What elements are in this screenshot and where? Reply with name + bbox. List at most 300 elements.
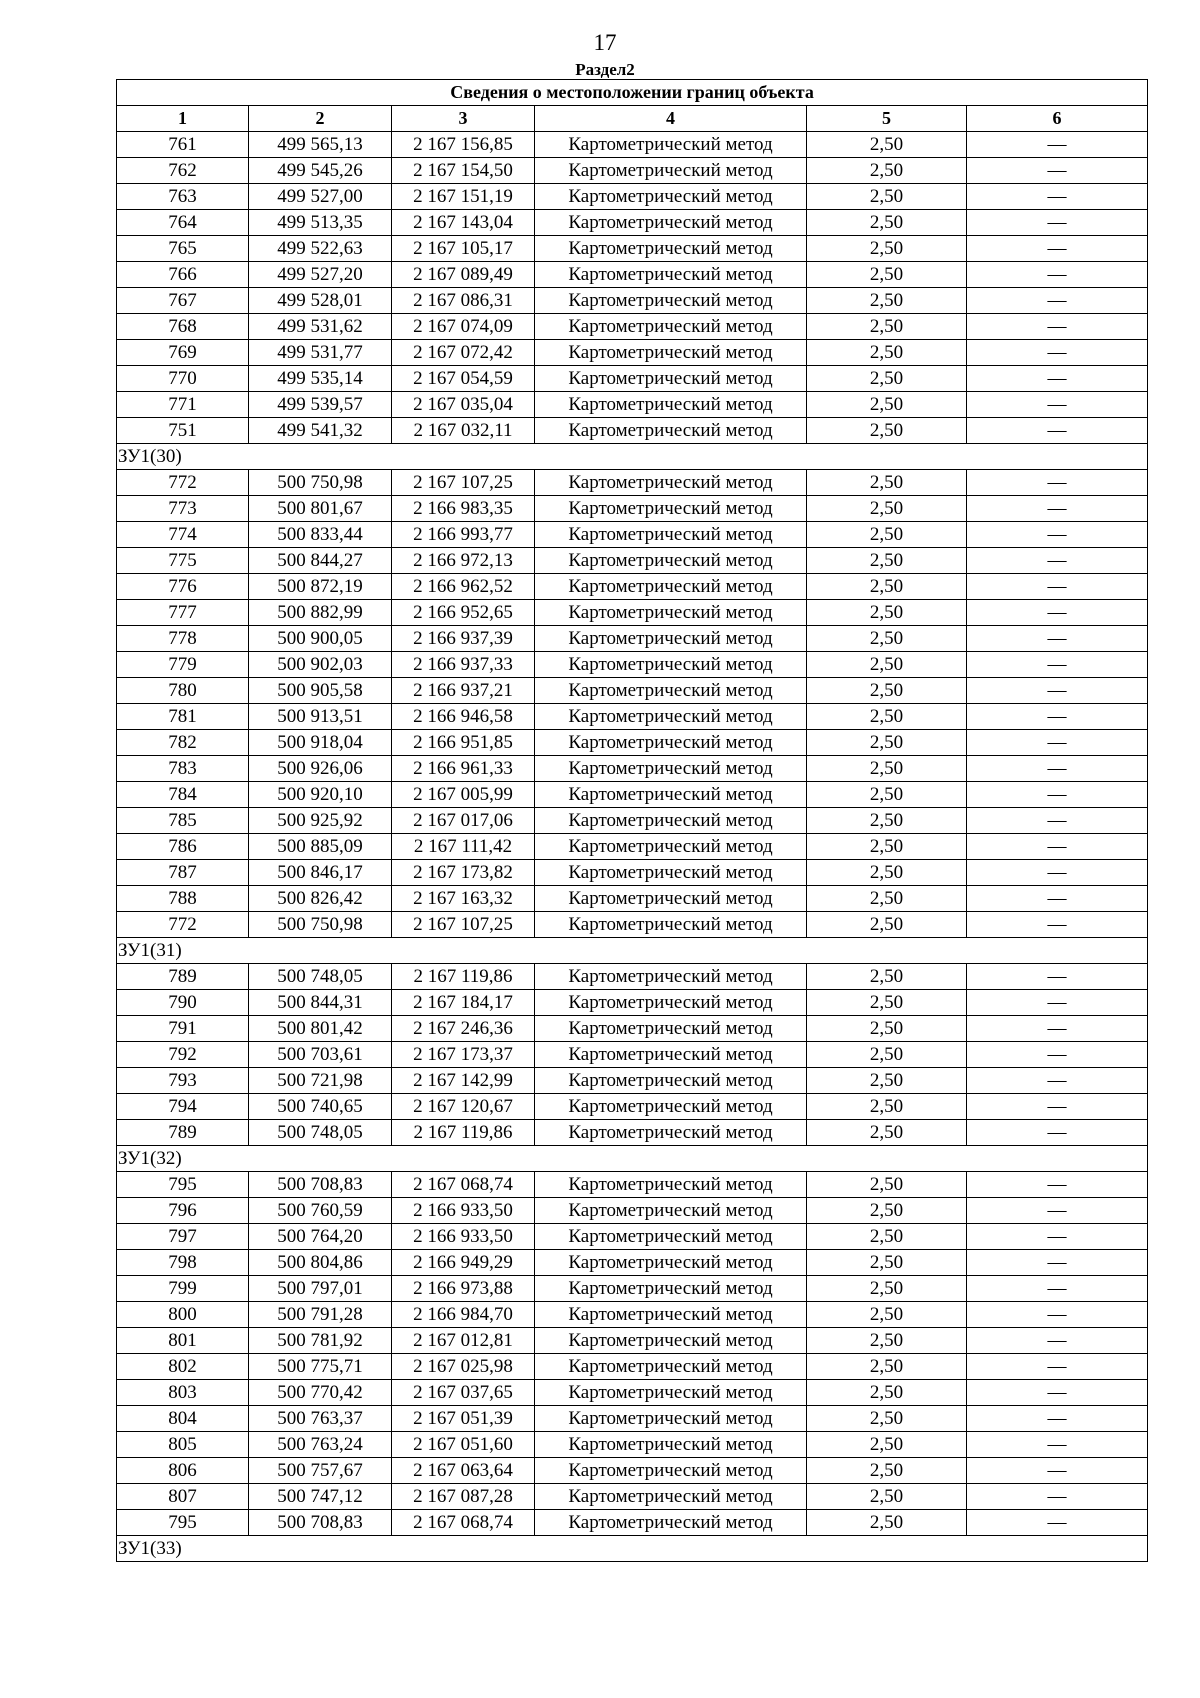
- table-row: [117, 964, 1148, 990]
- point-number-cell: 765: [117, 236, 249, 262]
- table-body: [117, 132, 1148, 1562]
- accuracy-cell: 2,50: [807, 158, 967, 184]
- y-coordinate-cell: 2 167 173,82: [392, 860, 535, 886]
- y-coordinate-cell: 2 167 037,65: [392, 1380, 535, 1406]
- accuracy-cell: 2,50: [807, 1302, 967, 1328]
- description-cell: —: [967, 912, 1148, 938]
- table-row: [117, 1380, 1148, 1406]
- method-cell: Картометрический метод: [535, 548, 807, 574]
- point-number-cell: 766: [117, 262, 249, 288]
- x-coordinate-cell: 500 708,83: [249, 1510, 392, 1536]
- point-number-cell: 803: [117, 1380, 249, 1406]
- description-cell: —: [967, 1276, 1148, 1302]
- y-coordinate-cell: 2 167 032,11: [392, 418, 535, 444]
- y-coordinate-cell: 2 166 952,65: [392, 600, 535, 626]
- method-cell: Картометрический метод: [535, 1406, 807, 1432]
- accuracy-cell: 2,50: [807, 652, 967, 678]
- x-coordinate-cell: 500 791,28: [249, 1302, 392, 1328]
- x-coordinate-cell: 500 872,19: [249, 574, 392, 600]
- method-cell: Картометрический метод: [535, 288, 807, 314]
- x-coordinate-cell: 500 902,03: [249, 652, 392, 678]
- table-row: [117, 652, 1148, 678]
- description-cell: —: [967, 1016, 1148, 1042]
- table-row: [117, 886, 1148, 912]
- description-cell: —: [967, 1380, 1148, 1406]
- point-number-cell: 772: [117, 912, 249, 938]
- method-cell: Картометрический метод: [535, 392, 807, 418]
- method-cell: Картометрический метод: [535, 158, 807, 184]
- x-coordinate-cell: 500 833,44: [249, 522, 392, 548]
- table-row: [117, 184, 1148, 210]
- accuracy-cell: 2,50: [807, 132, 967, 158]
- table-row: [117, 782, 1148, 808]
- x-coordinate-cell: 500 708,83: [249, 1172, 392, 1198]
- method-cell: Картометрический метод: [535, 1328, 807, 1354]
- y-coordinate-cell: 2 167 173,37: [392, 1042, 535, 1068]
- table-row: [117, 236, 1148, 262]
- accuracy-cell: 2,50: [807, 1250, 967, 1276]
- description-cell: —: [967, 1094, 1148, 1120]
- accuracy-cell: 2,50: [807, 886, 967, 912]
- accuracy-cell: 2,50: [807, 834, 967, 860]
- description-cell: —: [967, 1484, 1148, 1510]
- description-cell: —: [967, 418, 1148, 444]
- description-cell: —: [967, 288, 1148, 314]
- y-coordinate-cell: 2 166 937,33: [392, 652, 535, 678]
- accuracy-cell: 2,50: [807, 496, 967, 522]
- description-cell: —: [967, 340, 1148, 366]
- point-number-cell: 787: [117, 860, 249, 886]
- accuracy-cell: 2,50: [807, 678, 967, 704]
- point-number-cell: 790: [117, 990, 249, 1016]
- method-cell: Картометрический метод: [535, 418, 807, 444]
- accuracy-cell: 2,50: [807, 522, 967, 548]
- point-number-cell: 794: [117, 1094, 249, 1120]
- method-cell: Картометрический метод: [535, 1484, 807, 1510]
- y-coordinate-cell: 2 166 946,58: [392, 704, 535, 730]
- accuracy-cell: 2,50: [807, 236, 967, 262]
- x-coordinate-cell: 499 535,14: [249, 366, 392, 392]
- point-number-cell: 779: [117, 652, 249, 678]
- table-row: [117, 1016, 1148, 1042]
- point-number-cell: 789: [117, 964, 249, 990]
- parcel-group-row: [117, 938, 1148, 964]
- point-number-cell: 769: [117, 340, 249, 366]
- y-coordinate-cell: 2 166 949,29: [392, 1250, 535, 1276]
- method-cell: Картометрический метод: [535, 1094, 807, 1120]
- accuracy-cell: 2,50: [807, 730, 967, 756]
- table-row: [117, 366, 1148, 392]
- x-coordinate-cell: 500 747,12: [249, 1484, 392, 1510]
- parcel-label: ЗУ1(32): [117, 1146, 1148, 1172]
- table-row: [117, 860, 1148, 886]
- description-cell: —: [967, 210, 1148, 236]
- description-cell: —: [967, 1198, 1148, 1224]
- point-number-cell: 795: [117, 1172, 249, 1198]
- accuracy-cell: 2,50: [807, 1224, 967, 1250]
- parcel-label: ЗУ1(31): [117, 938, 1148, 964]
- method-cell: Картометрический метод: [535, 912, 807, 938]
- method-cell: Картометрический метод: [535, 652, 807, 678]
- table-row: [117, 834, 1148, 860]
- method-cell: Картометрический метод: [535, 600, 807, 626]
- y-coordinate-cell: 2 166 933,50: [392, 1198, 535, 1224]
- x-coordinate-cell: 500 925,92: [249, 808, 392, 834]
- description-cell: —: [967, 1406, 1148, 1432]
- table-row: [117, 522, 1148, 548]
- description-cell: —: [967, 1068, 1148, 1094]
- y-coordinate-cell: 2 167 074,09: [392, 314, 535, 340]
- x-coordinate-cell: 499 531,62: [249, 314, 392, 340]
- method-cell: Картометрический метод: [535, 1354, 807, 1380]
- parcel-group-row: [117, 1146, 1148, 1172]
- description-cell: —: [967, 1120, 1148, 1146]
- accuracy-cell: 2,50: [807, 340, 967, 366]
- y-coordinate-cell: 2 167 086,31: [392, 288, 535, 314]
- method-cell: Картометрический метод: [535, 678, 807, 704]
- table-row: [117, 1328, 1148, 1354]
- description-cell: —: [967, 366, 1148, 392]
- accuracy-cell: 2,50: [807, 990, 967, 1016]
- point-number-cell: 762: [117, 158, 249, 184]
- y-coordinate-cell: 2 167 087,28: [392, 1484, 535, 1510]
- x-coordinate-cell: 500 748,05: [249, 964, 392, 990]
- point-number-cell: 784: [117, 782, 249, 808]
- table-row: [117, 158, 1148, 184]
- table-row: [117, 1458, 1148, 1484]
- accuracy-cell: 2,50: [807, 1432, 967, 1458]
- parcel-group-row: [117, 444, 1148, 470]
- point-number-cell: 768: [117, 314, 249, 340]
- accuracy-cell: 2,50: [807, 600, 967, 626]
- x-coordinate-cell: 499 545,26: [249, 158, 392, 184]
- accuracy-cell: 2,50: [807, 418, 967, 444]
- method-cell: Картометрический метод: [535, 496, 807, 522]
- x-coordinate-cell: 500 797,01: [249, 1276, 392, 1302]
- description-cell: —: [967, 1302, 1148, 1328]
- point-number-cell: 807: [117, 1484, 249, 1510]
- method-cell: Картометрический метод: [535, 1120, 807, 1146]
- accuracy-cell: 2,50: [807, 1354, 967, 1380]
- y-coordinate-cell: 2 166 937,21: [392, 678, 535, 704]
- point-number-cell: 796: [117, 1198, 249, 1224]
- table-row: [117, 756, 1148, 782]
- accuracy-cell: 2,50: [807, 548, 967, 574]
- x-coordinate-cell: 500 905,58: [249, 678, 392, 704]
- point-number-cell: 782: [117, 730, 249, 756]
- description-cell: —: [967, 678, 1148, 704]
- description-cell: —: [967, 1432, 1148, 1458]
- description-cell: —: [967, 470, 1148, 496]
- accuracy-cell: 2,50: [807, 1120, 967, 1146]
- y-coordinate-cell: 2 167 035,04: [392, 392, 535, 418]
- y-coordinate-cell: 2 166 983,35: [392, 496, 535, 522]
- y-coordinate-cell: 2 167 119,86: [392, 1120, 535, 1146]
- accuracy-cell: 2,50: [807, 912, 967, 938]
- method-cell: Картометрический метод: [535, 1068, 807, 1094]
- x-coordinate-cell: 500 801,67: [249, 496, 392, 522]
- y-coordinate-cell: 2 167 054,59: [392, 366, 535, 392]
- x-coordinate-cell: 500 770,42: [249, 1380, 392, 1406]
- column-number: 3: [392, 106, 535, 132]
- y-coordinate-cell: 2 166 937,39: [392, 626, 535, 652]
- boundary-coordinates-table: [116, 79, 1148, 1562]
- description-cell: —: [967, 860, 1148, 886]
- method-cell: Картометрический метод: [535, 808, 807, 834]
- point-number-cell: 775: [117, 548, 249, 574]
- y-coordinate-cell: 2 166 933,50: [392, 1224, 535, 1250]
- y-coordinate-cell: 2 167 120,67: [392, 1094, 535, 1120]
- y-coordinate-cell: 2 167 017,06: [392, 808, 535, 834]
- x-coordinate-cell: 499 565,13: [249, 132, 392, 158]
- y-coordinate-cell: 2 167 105,17: [392, 236, 535, 262]
- y-coordinate-cell: 2 167 063,64: [392, 1458, 535, 1484]
- x-coordinate-cell: 500 750,98: [249, 470, 392, 496]
- table-row: [117, 1276, 1148, 1302]
- description-cell: —: [967, 496, 1148, 522]
- point-number-cell: 806: [117, 1458, 249, 1484]
- accuracy-cell: 2,50: [807, 704, 967, 730]
- column-number: 1: [117, 106, 249, 132]
- description-cell: —: [967, 1510, 1148, 1536]
- y-coordinate-cell: 2 167 068,74: [392, 1172, 535, 1198]
- table-row: [117, 496, 1148, 522]
- description-cell: —: [967, 158, 1148, 184]
- method-cell: Картометрический метод: [535, 1380, 807, 1406]
- x-coordinate-cell: 500 885,09: [249, 834, 392, 860]
- y-coordinate-cell: 2 166 962,52: [392, 574, 535, 600]
- y-coordinate-cell: 2 167 107,25: [392, 470, 535, 496]
- accuracy-cell: 2,50: [807, 808, 967, 834]
- x-coordinate-cell: 500 781,92: [249, 1328, 392, 1354]
- table-row: [117, 704, 1148, 730]
- accuracy-cell: 2,50: [807, 314, 967, 340]
- x-coordinate-cell: 500 748,05: [249, 1120, 392, 1146]
- y-coordinate-cell: 2 166 961,33: [392, 756, 535, 782]
- y-coordinate-cell: 2 166 993,77: [392, 522, 535, 548]
- parcel-label: ЗУ1(30): [117, 444, 1148, 470]
- method-cell: Картометрический метод: [535, 1250, 807, 1276]
- point-number-cell: 791: [117, 1016, 249, 1042]
- x-coordinate-cell: 500 926,06: [249, 756, 392, 782]
- accuracy-cell: 2,50: [807, 1198, 967, 1224]
- accuracy-cell: 2,50: [807, 1484, 967, 1510]
- accuracy-cell: 2,50: [807, 210, 967, 236]
- y-coordinate-cell: 2 166 951,85: [392, 730, 535, 756]
- y-coordinate-cell: 2 167 163,32: [392, 886, 535, 912]
- description-cell: —: [967, 990, 1148, 1016]
- description-cell: —: [967, 262, 1148, 288]
- description-cell: —: [967, 314, 1148, 340]
- y-coordinate-cell: 2 167 072,42: [392, 340, 535, 366]
- method-cell: Картометрический метод: [535, 756, 807, 782]
- method-cell: Картометрический метод: [535, 886, 807, 912]
- description-cell: —: [967, 756, 1148, 782]
- x-coordinate-cell: 499 527,00: [249, 184, 392, 210]
- method-cell: Картометрический метод: [535, 704, 807, 730]
- point-number-cell: 792: [117, 1042, 249, 1068]
- table-row: [117, 210, 1148, 236]
- point-number-cell: 802: [117, 1354, 249, 1380]
- x-coordinate-cell: 500 775,71: [249, 1354, 392, 1380]
- description-cell: —: [967, 236, 1148, 262]
- accuracy-cell: 2,50: [807, 366, 967, 392]
- table-caption: Сведения о местоположении границ объекта: [117, 80, 1148, 106]
- x-coordinate-cell: 500 918,04: [249, 730, 392, 756]
- accuracy-cell: 2,50: [807, 626, 967, 652]
- table-row: [117, 314, 1148, 340]
- point-number-cell: 771: [117, 392, 249, 418]
- y-coordinate-cell: 2 167 143,04: [392, 210, 535, 236]
- method-cell: Картометрический метод: [535, 1042, 807, 1068]
- method-cell: Картометрический метод: [535, 1458, 807, 1484]
- x-coordinate-cell: 500 757,67: [249, 1458, 392, 1484]
- table-row: [117, 392, 1148, 418]
- x-coordinate-cell: 500 804,86: [249, 1250, 392, 1276]
- accuracy-cell: 2,50: [807, 1380, 967, 1406]
- x-coordinate-cell: 499 522,63: [249, 236, 392, 262]
- accuracy-cell: 2,50: [807, 860, 967, 886]
- column-number: 4: [535, 106, 807, 132]
- y-coordinate-cell: 2 166 972,13: [392, 548, 535, 574]
- table-row: [117, 1094, 1148, 1120]
- accuracy-cell: 2,50: [807, 1094, 967, 1120]
- description-cell: —: [967, 548, 1148, 574]
- column-number: 6: [967, 106, 1148, 132]
- column-number: 5: [807, 106, 967, 132]
- x-coordinate-cell: 499 527,20: [249, 262, 392, 288]
- table-row: [117, 678, 1148, 704]
- x-coordinate-cell: 500 750,98: [249, 912, 392, 938]
- accuracy-cell: 2,50: [807, 392, 967, 418]
- method-cell: Картометрический метод: [535, 1302, 807, 1328]
- point-number-cell: 772: [117, 470, 249, 496]
- point-number-cell: 774: [117, 522, 249, 548]
- accuracy-cell: 2,50: [807, 288, 967, 314]
- x-coordinate-cell: 500 844,27: [249, 548, 392, 574]
- method-cell: Картометрический метод: [535, 210, 807, 236]
- table-row: [117, 990, 1148, 1016]
- point-number-cell: 788: [117, 886, 249, 912]
- x-coordinate-cell: 500 882,99: [249, 600, 392, 626]
- point-number-cell: 804: [117, 1406, 249, 1432]
- method-cell: Картометрический метод: [535, 1276, 807, 1302]
- description-cell: —: [967, 808, 1148, 834]
- table-row: [117, 1432, 1148, 1458]
- description-cell: —: [967, 132, 1148, 158]
- accuracy-cell: 2,50: [807, 262, 967, 288]
- table-row: [117, 1198, 1148, 1224]
- x-coordinate-cell: 499 541,32: [249, 418, 392, 444]
- method-cell: Картометрический метод: [535, 1172, 807, 1198]
- accuracy-cell: 2,50: [807, 1016, 967, 1042]
- point-number-cell: 767: [117, 288, 249, 314]
- table-row: [117, 626, 1148, 652]
- y-coordinate-cell: 2 166 984,70: [392, 1302, 535, 1328]
- point-number-cell: 763: [117, 184, 249, 210]
- method-cell: Картометрический метод: [535, 1510, 807, 1536]
- table-row: [117, 340, 1148, 366]
- method-cell: Картометрический метод: [535, 262, 807, 288]
- y-coordinate-cell: 2 167 025,98: [392, 1354, 535, 1380]
- accuracy-cell: 2,50: [807, 470, 967, 496]
- x-coordinate-cell: 499 528,01: [249, 288, 392, 314]
- method-cell: Картометрический метод: [535, 366, 807, 392]
- column-number-row: [117, 106, 1148, 132]
- point-number-cell: 780: [117, 678, 249, 704]
- y-coordinate-cell: 2 167 246,36: [392, 1016, 535, 1042]
- description-cell: —: [967, 886, 1148, 912]
- description-cell: —: [967, 574, 1148, 600]
- point-number-cell: 751: [117, 418, 249, 444]
- point-number-cell: 805: [117, 1432, 249, 1458]
- method-cell: Картометрический метод: [535, 1432, 807, 1458]
- x-coordinate-cell: 499 531,77: [249, 340, 392, 366]
- table-row: [117, 1510, 1148, 1536]
- description-cell: —: [967, 1458, 1148, 1484]
- description-cell: —: [967, 1250, 1148, 1276]
- method-cell: Картометрический метод: [535, 1198, 807, 1224]
- x-coordinate-cell: 500 703,61: [249, 1042, 392, 1068]
- x-coordinate-cell: 500 760,59: [249, 1198, 392, 1224]
- accuracy-cell: 2,50: [807, 964, 967, 990]
- point-number-cell: 797: [117, 1224, 249, 1250]
- section-title: Раздел2: [575, 60, 635, 79]
- description-cell: —: [967, 184, 1148, 210]
- y-coordinate-cell: 2 167 111,42: [392, 834, 535, 860]
- method-cell: Картометрический метод: [535, 730, 807, 756]
- description-cell: —: [967, 1354, 1148, 1380]
- method-cell: Картометрический метод: [535, 574, 807, 600]
- point-number-cell: 799: [117, 1276, 249, 1302]
- accuracy-cell: 2,50: [807, 1042, 967, 1068]
- method-cell: Картометрический метод: [535, 314, 807, 340]
- description-cell: —: [967, 1328, 1148, 1354]
- y-coordinate-cell: 2 167 051,60: [392, 1432, 535, 1458]
- accuracy-cell: 2,50: [807, 1276, 967, 1302]
- y-coordinate-cell: 2 167 107,25: [392, 912, 535, 938]
- description-cell: —: [967, 522, 1148, 548]
- table-row: [117, 1068, 1148, 1094]
- table-row: [117, 548, 1148, 574]
- method-cell: Картометрический метод: [535, 236, 807, 262]
- description-cell: —: [967, 392, 1148, 418]
- column-number: 2: [249, 106, 392, 132]
- table-row: [117, 1484, 1148, 1510]
- accuracy-cell: 2,50: [807, 1172, 967, 1198]
- method-cell: Картометрический метод: [535, 782, 807, 808]
- method-cell: Картометрический метод: [535, 990, 807, 1016]
- y-coordinate-cell: 2 167 089,49: [392, 262, 535, 288]
- table-row: [117, 1302, 1148, 1328]
- table-row: [117, 1120, 1148, 1146]
- description-cell: —: [967, 704, 1148, 730]
- point-number-cell: 781: [117, 704, 249, 730]
- table-row: [117, 1042, 1148, 1068]
- method-cell: Картометрический метод: [535, 860, 807, 886]
- description-cell: —: [967, 730, 1148, 756]
- x-coordinate-cell: 500 913,51: [249, 704, 392, 730]
- x-coordinate-cell: 500 763,24: [249, 1432, 392, 1458]
- accuracy-cell: 2,50: [807, 574, 967, 600]
- table-row: [117, 132, 1148, 158]
- point-number-cell: 789: [117, 1120, 249, 1146]
- table-row: [117, 1224, 1148, 1250]
- y-coordinate-cell: 2 167 142,99: [392, 1068, 535, 1094]
- table-row: [117, 288, 1148, 314]
- accuracy-cell: 2,50: [807, 1068, 967, 1094]
- table-row: [117, 808, 1148, 834]
